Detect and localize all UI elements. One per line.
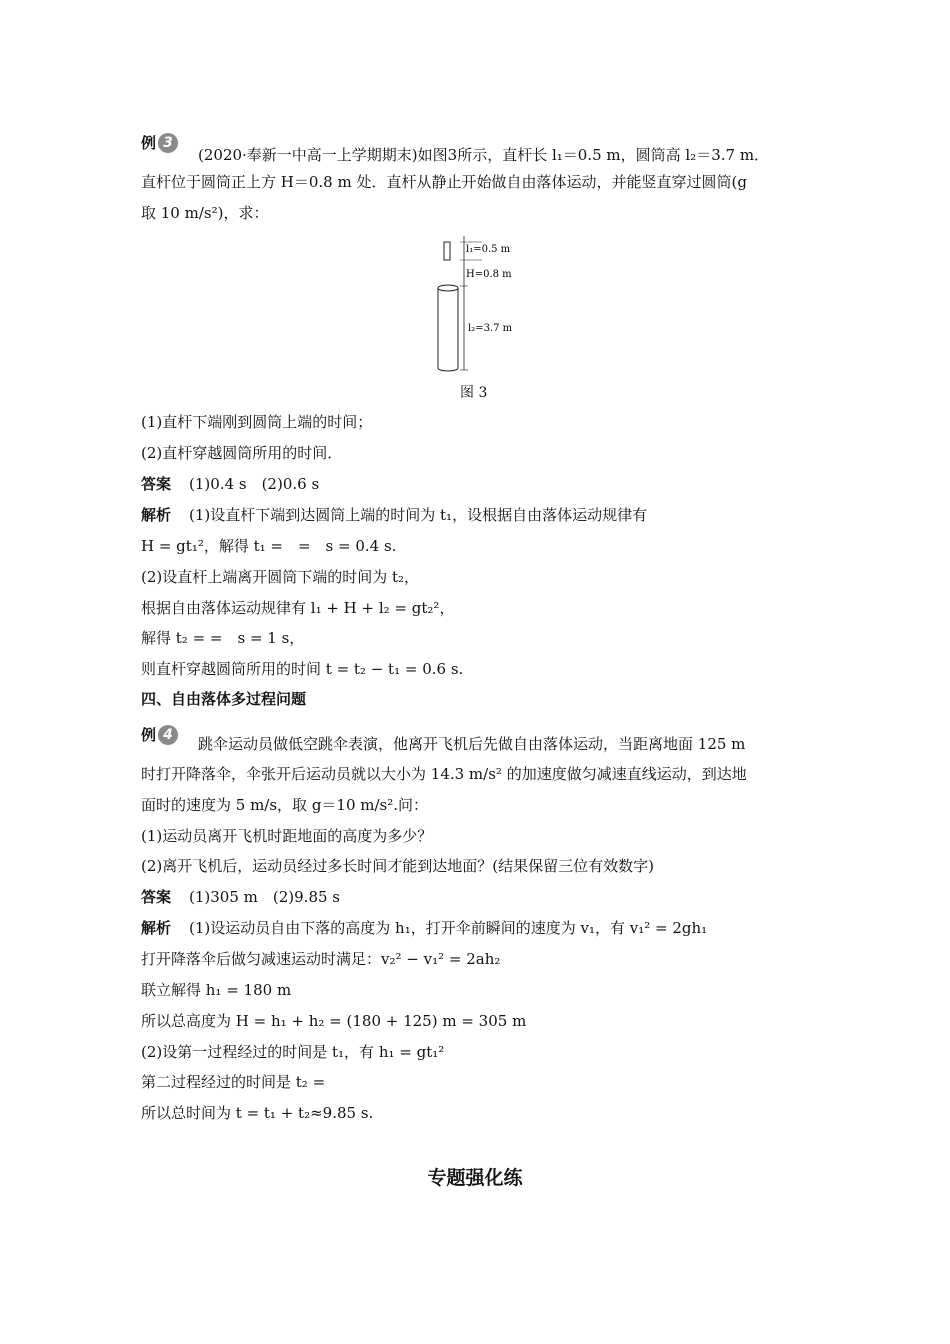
answer-text: (1)0.4 s (2)0.6 s [189, 475, 320, 493]
label-l1: l₁=0.5 m [466, 244, 511, 255]
example-3-line-1: (2020·奉新一中高一上学期期末)如图3所示，直杆长 l₁＝0.5 m，圆筒高 l₂＝3.7 m． [198, 146, 770, 164]
example-3-question-1: (1)直杆下端刚到圆筒上端的时间； [141, 413, 373, 431]
example-4-question-2: (2)离开飞机后，运动员经过多长时间才能到达地面？(结果保留三位有效数字) [141, 857, 654, 875]
tube-top-ellipse [438, 285, 458, 291]
label-H: H=0.8 m [466, 269, 512, 280]
analysis-label: 解析 [141, 506, 172, 524]
example-4-analysis-3: 联立解得 h₁ = 180 m [141, 981, 292, 999]
example-3-analysis-1: 解析 (1)设直杆下端到达圆筒上端的时间为 t₁，设根据自由落体运动规律有 [141, 506, 648, 524]
example-4-analysis-2: 打开降落伞后做匀减速运动时满足：v₂² − v₁² = 2ah₂ [141, 950, 501, 968]
example-3-analysis-6: 则直杆穿越圆筒所用的时间 t = t₂ − t₁ = 0.6 s. [141, 660, 464, 678]
tube-bottom-arc [438, 368, 458, 371]
example-4-line-3: 面时的速度为 5 m/s，取 g＝10 m/s².问： [141, 796, 429, 814]
example-label: 例 4 [141, 725, 178, 745]
example-4-line-1: 跳伞运动员做低空跳伞表演，他离开飞机后先做自由落体运动，当距离地面 125 m [198, 735, 746, 753]
example-number-badge: 3 [158, 133, 178, 153]
answer-text: (1)305 m (2)9.85 s [189, 888, 340, 906]
example-3-analysis-4: 根据自由落体运动规律有 l₁ + H + l₂ = gt₂²， [141, 599, 455, 617]
example-3-line-3: 取 10 m/s²)，求： [141, 204, 269, 222]
example-4-answer [141, 887, 340, 907]
example-4-header [141, 725, 178, 745]
example-label: 例 3 [141, 133, 178, 153]
section-4-title: 四、自由落体多过程问题 [141, 690, 307, 708]
example-3-line-2: 直杆位于圆筒正上方 H＝0.8 m 处．直杆从静止开始做自由落体运动，并能竖直穿过圆筒(g [141, 173, 747, 191]
rod-shape [444, 242, 450, 260]
example-3-analysis-2: H = gt₁²，解得 t₁ = = s = 0.4 s. [141, 537, 397, 555]
example-3-analysis-5: 解得 t₂ = = s = 1 s， [141, 629, 305, 647]
section-title: 专题强化练 [427, 1167, 523, 1189]
answer-label: 答案 [141, 888, 172, 906]
example-4-analysis-5: (2)设第一过程经过的时间是 t₁，有 h₁ = gt₁² [141, 1043, 445, 1061]
example-3-question-2: (2)直杆穿越圆筒所用的时间． [141, 444, 343, 462]
example-number-badge: 4 [158, 725, 178, 745]
analysis-label: 解析 [141, 919, 172, 937]
example-3-answer [141, 474, 319, 494]
example-4-analysis-4: 所以总高度为 H = h₁ + h₂ = (180 + 125) m = 305 m [141, 1012, 527, 1030]
example-3-header [141, 133, 178, 153]
answer-label: 答案 [141, 475, 172, 493]
example-4-analysis-7: 所以总时间为 t = t₁ + t₂≈9.85 s. [141, 1104, 374, 1122]
label-l2: l₂=3.7 m [468, 323, 513, 334]
example-3-analysis-3: (2)设直杆上端离开圆筒下端的时间为 t₂， [141, 568, 420, 586]
example-4-analysis-6: 第二过程经过的时间是 t₂ = [141, 1073, 326, 1091]
figure-caption: 图 3 [460, 385, 488, 401]
example-4-analysis-1: 解析 (1)设运动员自由下落的高度为 h₁，打开伞前瞬间的速度为 v₁，有 v₁² = 2gh₁ [141, 919, 708, 937]
example-4-question-1: (1)运动员离开飞机时距地面的高度为多少？ [141, 827, 433, 845]
figure-rod-and-tube [430, 236, 540, 376]
example-4-line-2: 时打开降落伞，伞张开后运动员就以大小为 14.3 m/s² 的加速度做匀减速直线运动，到达地 [141, 765, 747, 783]
